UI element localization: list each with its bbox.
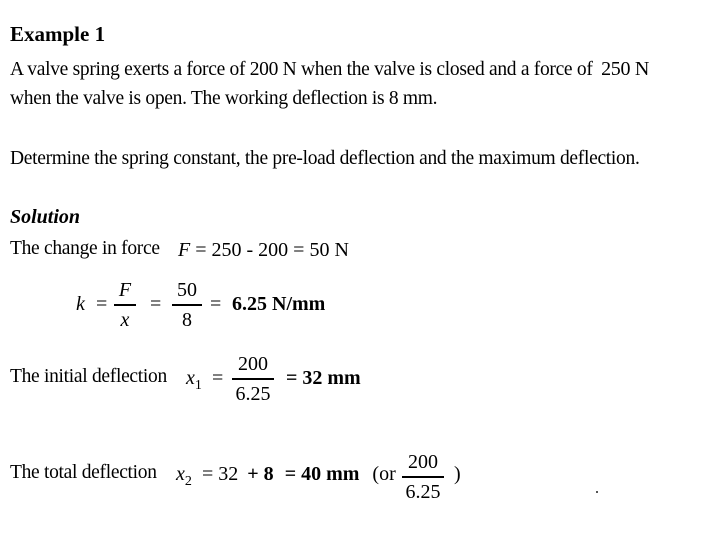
change-in-force-expression: = 250 - 200 = 50 N — [195, 239, 349, 261]
total-expression-32: = 32 — [202, 463, 239, 485]
initial-deflection-result: = 32 mm — [286, 367, 361, 389]
x-variable: x — [186, 367, 195, 389]
total-or-open: (or — [372, 463, 396, 485]
x-variable: x — [176, 463, 185, 485]
initial-equals: = — [212, 367, 224, 389]
change-in-force-equation — [178, 239, 349, 262]
total-deflection-fraction — [402, 450, 444, 504]
fraction-bar — [402, 476, 444, 478]
total-deflection-result: = 40 mm — [284, 463, 360, 485]
initial-deflection-variable — [186, 367, 202, 394]
k-equals-1: = — [96, 293, 108, 315]
k-variable: k — [76, 293, 85, 315]
initial-deflection-label: The initial deflection — [10, 366, 167, 387]
change-in-force-label: The change in force — [10, 238, 160, 259]
force-variable: F — [178, 239, 191, 261]
initial-fraction-denominator: 6.25 — [235, 382, 271, 405]
problem-line-2: when the valve is open. The working deflection is 8 mm. — [10, 88, 438, 109]
k-fraction-50-over-8 — [172, 278, 202, 332]
k-fraction-2-denominator: 8 — [182, 308, 192, 331]
total-close-paren: ) — [454, 463, 461, 485]
k-fraction-2-numerator: 50 — [177, 279, 197, 301]
stray-dot — [596, 491, 598, 493]
fraction-bar — [114, 304, 136, 306]
k-fraction-1-denominator: x — [120, 308, 130, 331]
subscript-2: 2 — [184, 474, 192, 489]
fraction-bar — [232, 378, 274, 380]
problem-line-3: Determine the spring constant, the pre-load deflection and the maximum deflection. — [10, 148, 640, 169]
total-deflection-label: The total deflection — [10, 462, 157, 483]
total-expression-plus-8: + 8 — [247, 463, 274, 485]
initial-fraction-numerator: 200 — [238, 353, 268, 375]
k-fraction-1-numerator: F — [118, 279, 132, 301]
problem-line-1-force: 250 N — [601, 58, 650, 80]
problem-line-1 — [10, 58, 649, 81]
solution-heading: Solution — [10, 206, 81, 228]
k-fraction-f-over-x — [114, 278, 136, 332]
spring-constant-result: 6.25 N/mm — [232, 293, 326, 315]
subscript-1: 1 — [194, 378, 202, 393]
total-deflection-variable — [176, 463, 192, 490]
k-equals-3: = — [210, 293, 222, 315]
page-title: Example 1 — [10, 22, 106, 46]
fraction-bar — [172, 304, 202, 306]
problem-line-1-text: A valve spring exerts a force of 200 N when the valve is closed and a force of — [10, 59, 593, 80]
total-expression — [202, 463, 396, 486]
k-equals-2: = — [150, 293, 162, 315]
initial-deflection-fraction — [232, 352, 274, 406]
total-fraction-denominator: 6.25 — [405, 480, 441, 503]
total-fraction-numerator: 200 — [408, 451, 438, 473]
